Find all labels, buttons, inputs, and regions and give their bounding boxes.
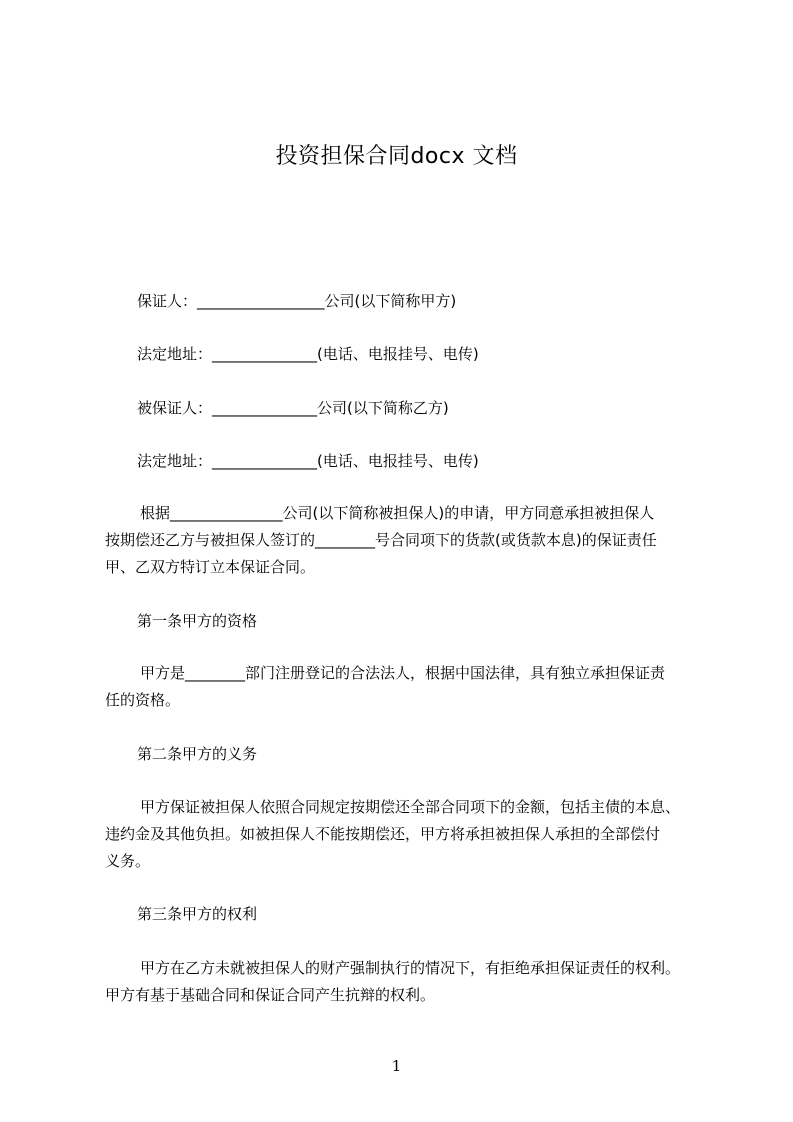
article-1-paragraph (105, 660, 725, 714)
page-number: 1 (391, 1057, 402, 1075)
guaranteed-address-line: 法定地址：______________(电话、电报挂号、电传) (137, 452, 479, 470)
guarantor-line: 保证人：_________________公司(以下简称甲方) (137, 292, 457, 310)
article-2-row-3: 义务。 (105, 852, 151, 870)
article-3-row-2: 甲方有基于基础合同和保证合同产生抗辩的权利。 (105, 986, 436, 1004)
article-2-paragraph (105, 794, 725, 875)
article-1-row-1: 甲方是________部门注册登记的合法法人，根据中国法律，具有独立承担保证责 (140, 664, 666, 682)
article-1-row-2: 任的资格。 (105, 691, 181, 709)
article-3-row-1: 甲方在乙方未就被担保人的财产强制执行的情况下，有拒绝承担保证责任的权利。 (140, 959, 681, 977)
intro-row-2: 按期偿还乙方与被担保人签订的________号合同项下的货款(或货款本息)的保证责任 (105, 531, 657, 549)
intro-paragraph (105, 500, 725, 581)
article-2-heading: 第二条甲方的义务 (137, 745, 258, 763)
article-3-paragraph (105, 955, 725, 1009)
article-2-row-2: 违约金及其他负担。如被担保人不能按期偿还，甲方将承担被担保人承担的全部偿付 (105, 825, 661, 843)
article-1-heading: 第一条甲方的资格 (137, 612, 258, 630)
intro-row-3: 甲、乙双方特订立本保证合同。 (105, 558, 316, 576)
guarantor-address-line: 法定地址：______________(电话、电报挂号、电传) (137, 345, 479, 363)
guaranteed-line: 被保证人：______________公司(以下简称乙方) (137, 399, 449, 417)
document-title: 投资担保合同docx 文档 (275, 144, 518, 169)
article-2-row-1: 甲方保证被担保人依照合同规定按期偿还全部合同项下的金额，包括主债的本息、 (140, 798, 681, 816)
intro-row-1: 根据_______________公司(以下简称被担保人)的申请，甲方同意承担被担保人 (140, 504, 655, 522)
article-3-heading: 第三条甲方的权利 (137, 905, 258, 923)
